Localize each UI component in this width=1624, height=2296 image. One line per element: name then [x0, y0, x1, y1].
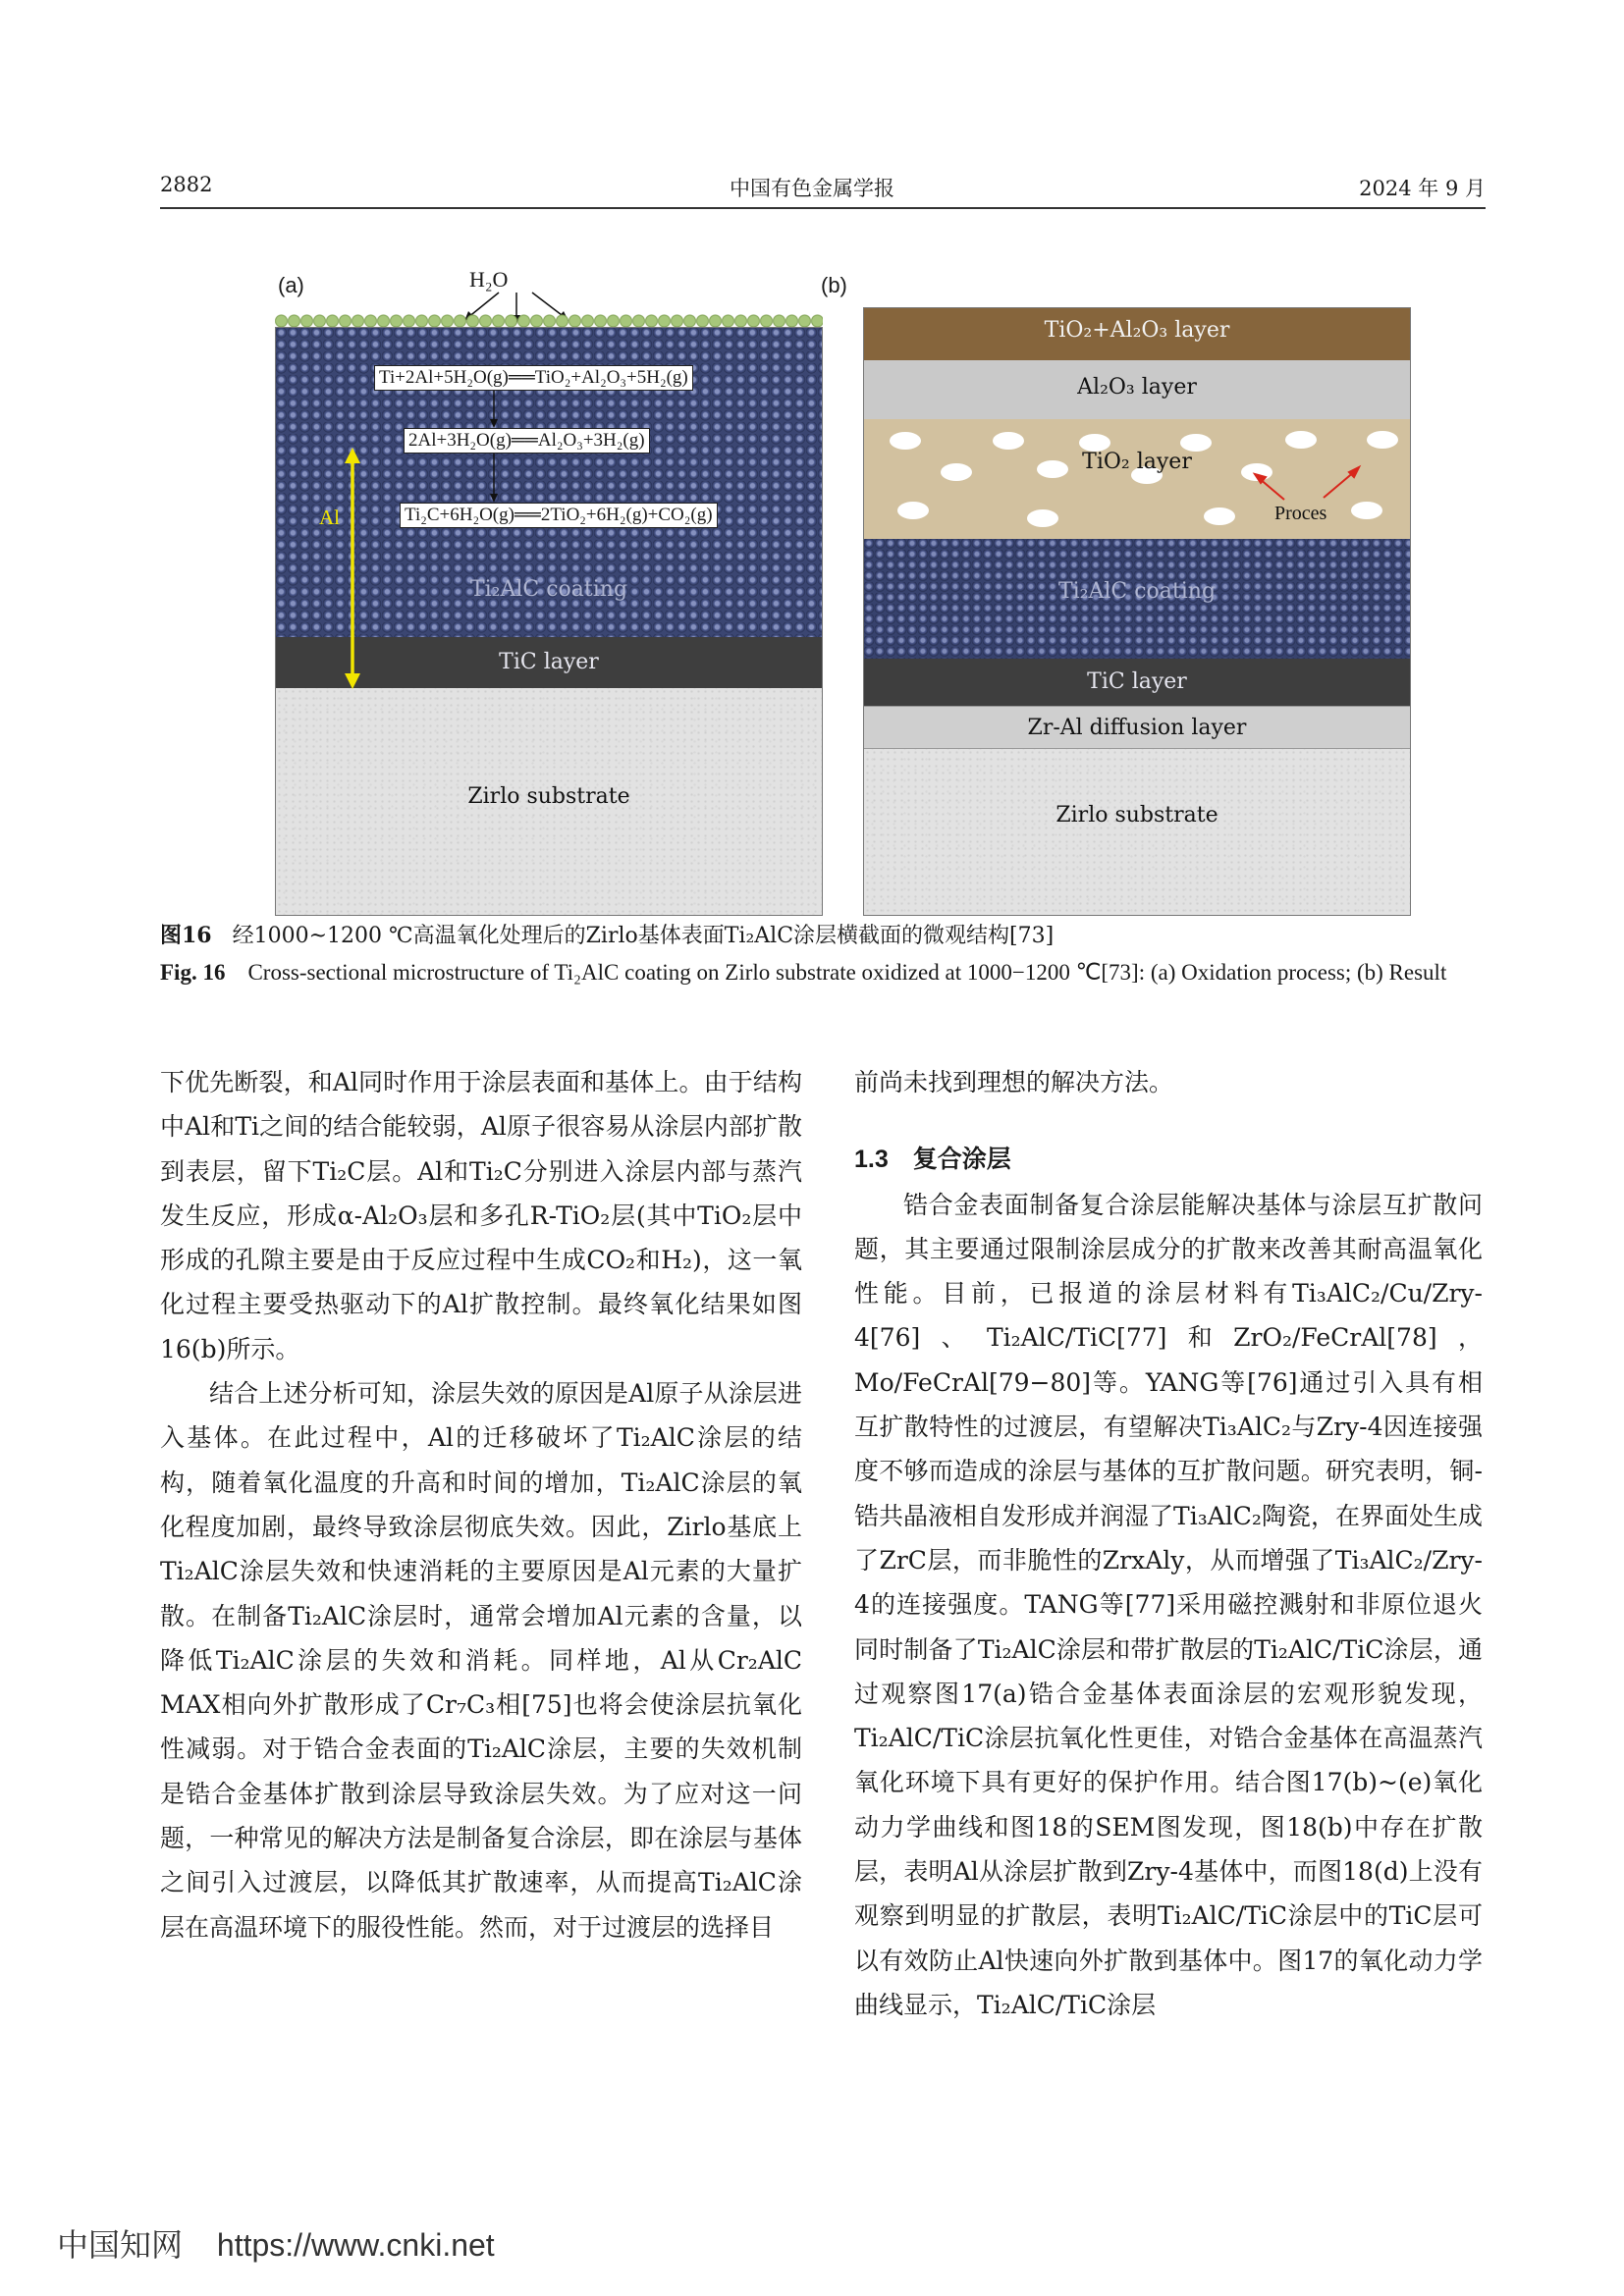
right-column	[854, 1060, 1483, 2027]
journal-name: 中国有色金属学报	[730, 177, 894, 200]
caption-cn-text: 经1000~1200 ℃高温氧化处理后的Zirlo基体表面Ti₂AlC涂层横截面的微观结构[73]	[232, 924, 1055, 948]
caption-en-text: Cross-sectional microstructure of Ti₂AlC coating on Zirlo substrate oxidized at 1000−1200 ℃[73]: (a) Oxidation process; (b) Result	[247, 960, 1447, 985]
issue-date: 2024 年 9 月	[1359, 177, 1486, 200]
figure-caption-en	[160, 956, 1486, 989]
cnki-url[interactable]: https://www.cnki.net	[216, 2227, 495, 2263]
header-rule	[160, 207, 1486, 209]
surface-beads	[275, 314, 823, 328]
al-arrow-label: Al	[319, 506, 340, 529]
h2o-label: H₂O	[469, 267, 509, 292]
cnki-watermark	[57, 2220, 520, 2266]
coating-label-b: Ti₂AlC coating	[1057, 579, 1217, 604]
left-paragraph-1: 下优先断裂，和Al同时作用于涂层表面和基体上。由于结构中Al和Ti之间的结合能较弱，Al原子很容易从涂层内部扩散到表层，留下Ti₂C层。Al和Ti₂C分别进入涂层内部与蒸汽发生反应，形成α-Al₂O₃层和多孔R-TiO₂层(其中TiO₂层中形成的孔隙主要是由于反应过程中生成CO₂和H₂)，这一氧化过程主要受热驱动下的Al扩散控制。最终氧化结果如图16(b)所示。	[160, 1068, 802, 1363]
cnki-logo-text: 中国知网	[57, 2227, 184, 2263]
tic-label-a: TiC layer	[499, 650, 599, 674]
figure-panel-a	[275, 327, 823, 916]
right-paragraph: 锆合金表面制备复合涂层能解决基体与涂层互扩散问题，其主要通过限制涂层成分的扩散来改善其耐高温氧化性能。目前，已报道的涂层材料有Ti₃AlC₂/Cu/Zry-4[76]、Ti₂AlC/TiC[77]和ZrO₂/FeCrAl[78]，Mo/FeCrAl[79−80]等。YANG等[76]通过引入具有相互扩散特性的过渡层，有望解决Ti₃AlC₂与Zry-4因连接强度不够而造成的涂层与基体的互扩散问题。研究表明，铜-锆共晶液相自发形成并润湿了Ti₃AlC₂陶瓷，在界面处生成了ZrC层，而非脆性的ZrxAly，从而增强了Ti₃AlC₂/Zry-4的连接强度。TANG等[77]采用磁控溅射和非原位退火同时制备了Ti₂AlC涂层和带扩散层的Ti₂AlC/TiC涂层，通过观察图17(a)锆合金基体表面涂层的宏观形貌发现，Ti₂AlC/TiC涂层抗氧化性更佳，对锆合金基体在高温蒸汽氧化环境下具有更好的保护作用。结合图17(b)~(e)氧化动力学曲线和图18的SEM图发现，图18(b)中存在扩散层，表明Al从涂层扩散到Zry-4基体中，而图18(d)上没有观察到明显的扩散层，表明Ti₂AlC/TiC涂层中的TiC层可以有效防止Al快速向外扩散到基体中。图17的氧化动力学曲线显示，Ti₂AlC/TiC涂层	[854, 1190, 1483, 2019]
spacer	[854, 1104, 1483, 1138]
substrate-label-a: Zirlo substrate	[467, 784, 630, 809]
reaction-arrows	[276, 328, 823, 916]
coating-label-a: Ti₂AlC coating	[469, 577, 628, 602]
pores-label: Proces	[1274, 503, 1327, 524]
tio2-al2o3-label: TiO₂+Al₂O₃ layer	[1044, 318, 1230, 343]
page-number: 2882	[160, 173, 213, 196]
section-heading: 1.3 复合涂层	[854, 1146, 1011, 1174]
caption-en-label: Fig. 16	[160, 960, 226, 985]
tic-label-b: TiC layer	[1087, 669, 1187, 694]
equation-2: 2Al+3H₂O(g)══Al₂O₃+3H₂(g)	[404, 428, 650, 454]
panel-a-label: (a)	[278, 273, 304, 297]
figure-panel-b	[863, 307, 1411, 916]
diffusion-label: Zr-Al diffusion layer	[1027, 716, 1247, 740]
panel-b-label: (b)	[821, 273, 847, 297]
caption-cn-label: 图16	[160, 923, 212, 948]
al2o3-label: Al₂O₃ layer	[1077, 375, 1197, 400]
figure-caption-cn	[160, 919, 1486, 953]
equation-3: Ti₂C+6H₂O(g)══2TiO₂+6H₂(g)+CO₂(g)	[400, 503, 718, 528]
tio2-label: TiO₂ layer	[1082, 450, 1192, 474]
left-paragraph-2: 结合上述分析可知，涂层失效的原因是Al原子从涂层进入基体。在此过程中，Al的迁移破坏了Ti₂AlC涂层的结构，随着氧化温度的升高和时间的增加，Ti₂AlC涂层的氧化程度加剧，最终导致涂层彻底失效。因此，Zirlo基底上Ti₂AlC涂层失效和快速消耗的主要原因是Al元素的大量扩散。在制备Ti₂AlC涂层时，通常会增加Al元素的含量，以降低Ti₂AlC涂层的失效和消耗。同样地，Al从Cr₂AlC MAX相向外扩散形成了Cr₇C₃相[75]也将会使涂层抗氧化性减弱。对于锆合金表面的Ti₂AlC涂层，主要的失效机制是锆合金基体扩散到涂层导致涂层失效。为了应对这一问题，一种常见的解决方法是制备复合涂层，即在涂层与基体之间引入过渡层，以降低其扩散速率，从而提高Ti₂AlC涂层在高温环境下的服役性能。然而，对于过渡层的选择目	[160, 1379, 802, 1942]
substrate-label-b: Zirlo substrate	[1056, 803, 1218, 828]
left-column	[160, 1060, 802, 1949]
right-continuation: 前尚未找到理想的解决方法。	[854, 1068, 1174, 1096]
equation-1: Ti+2Al+5H₂O(g)══TiO₂+Al₂O₃+5H₂(g)	[374, 365, 693, 391]
